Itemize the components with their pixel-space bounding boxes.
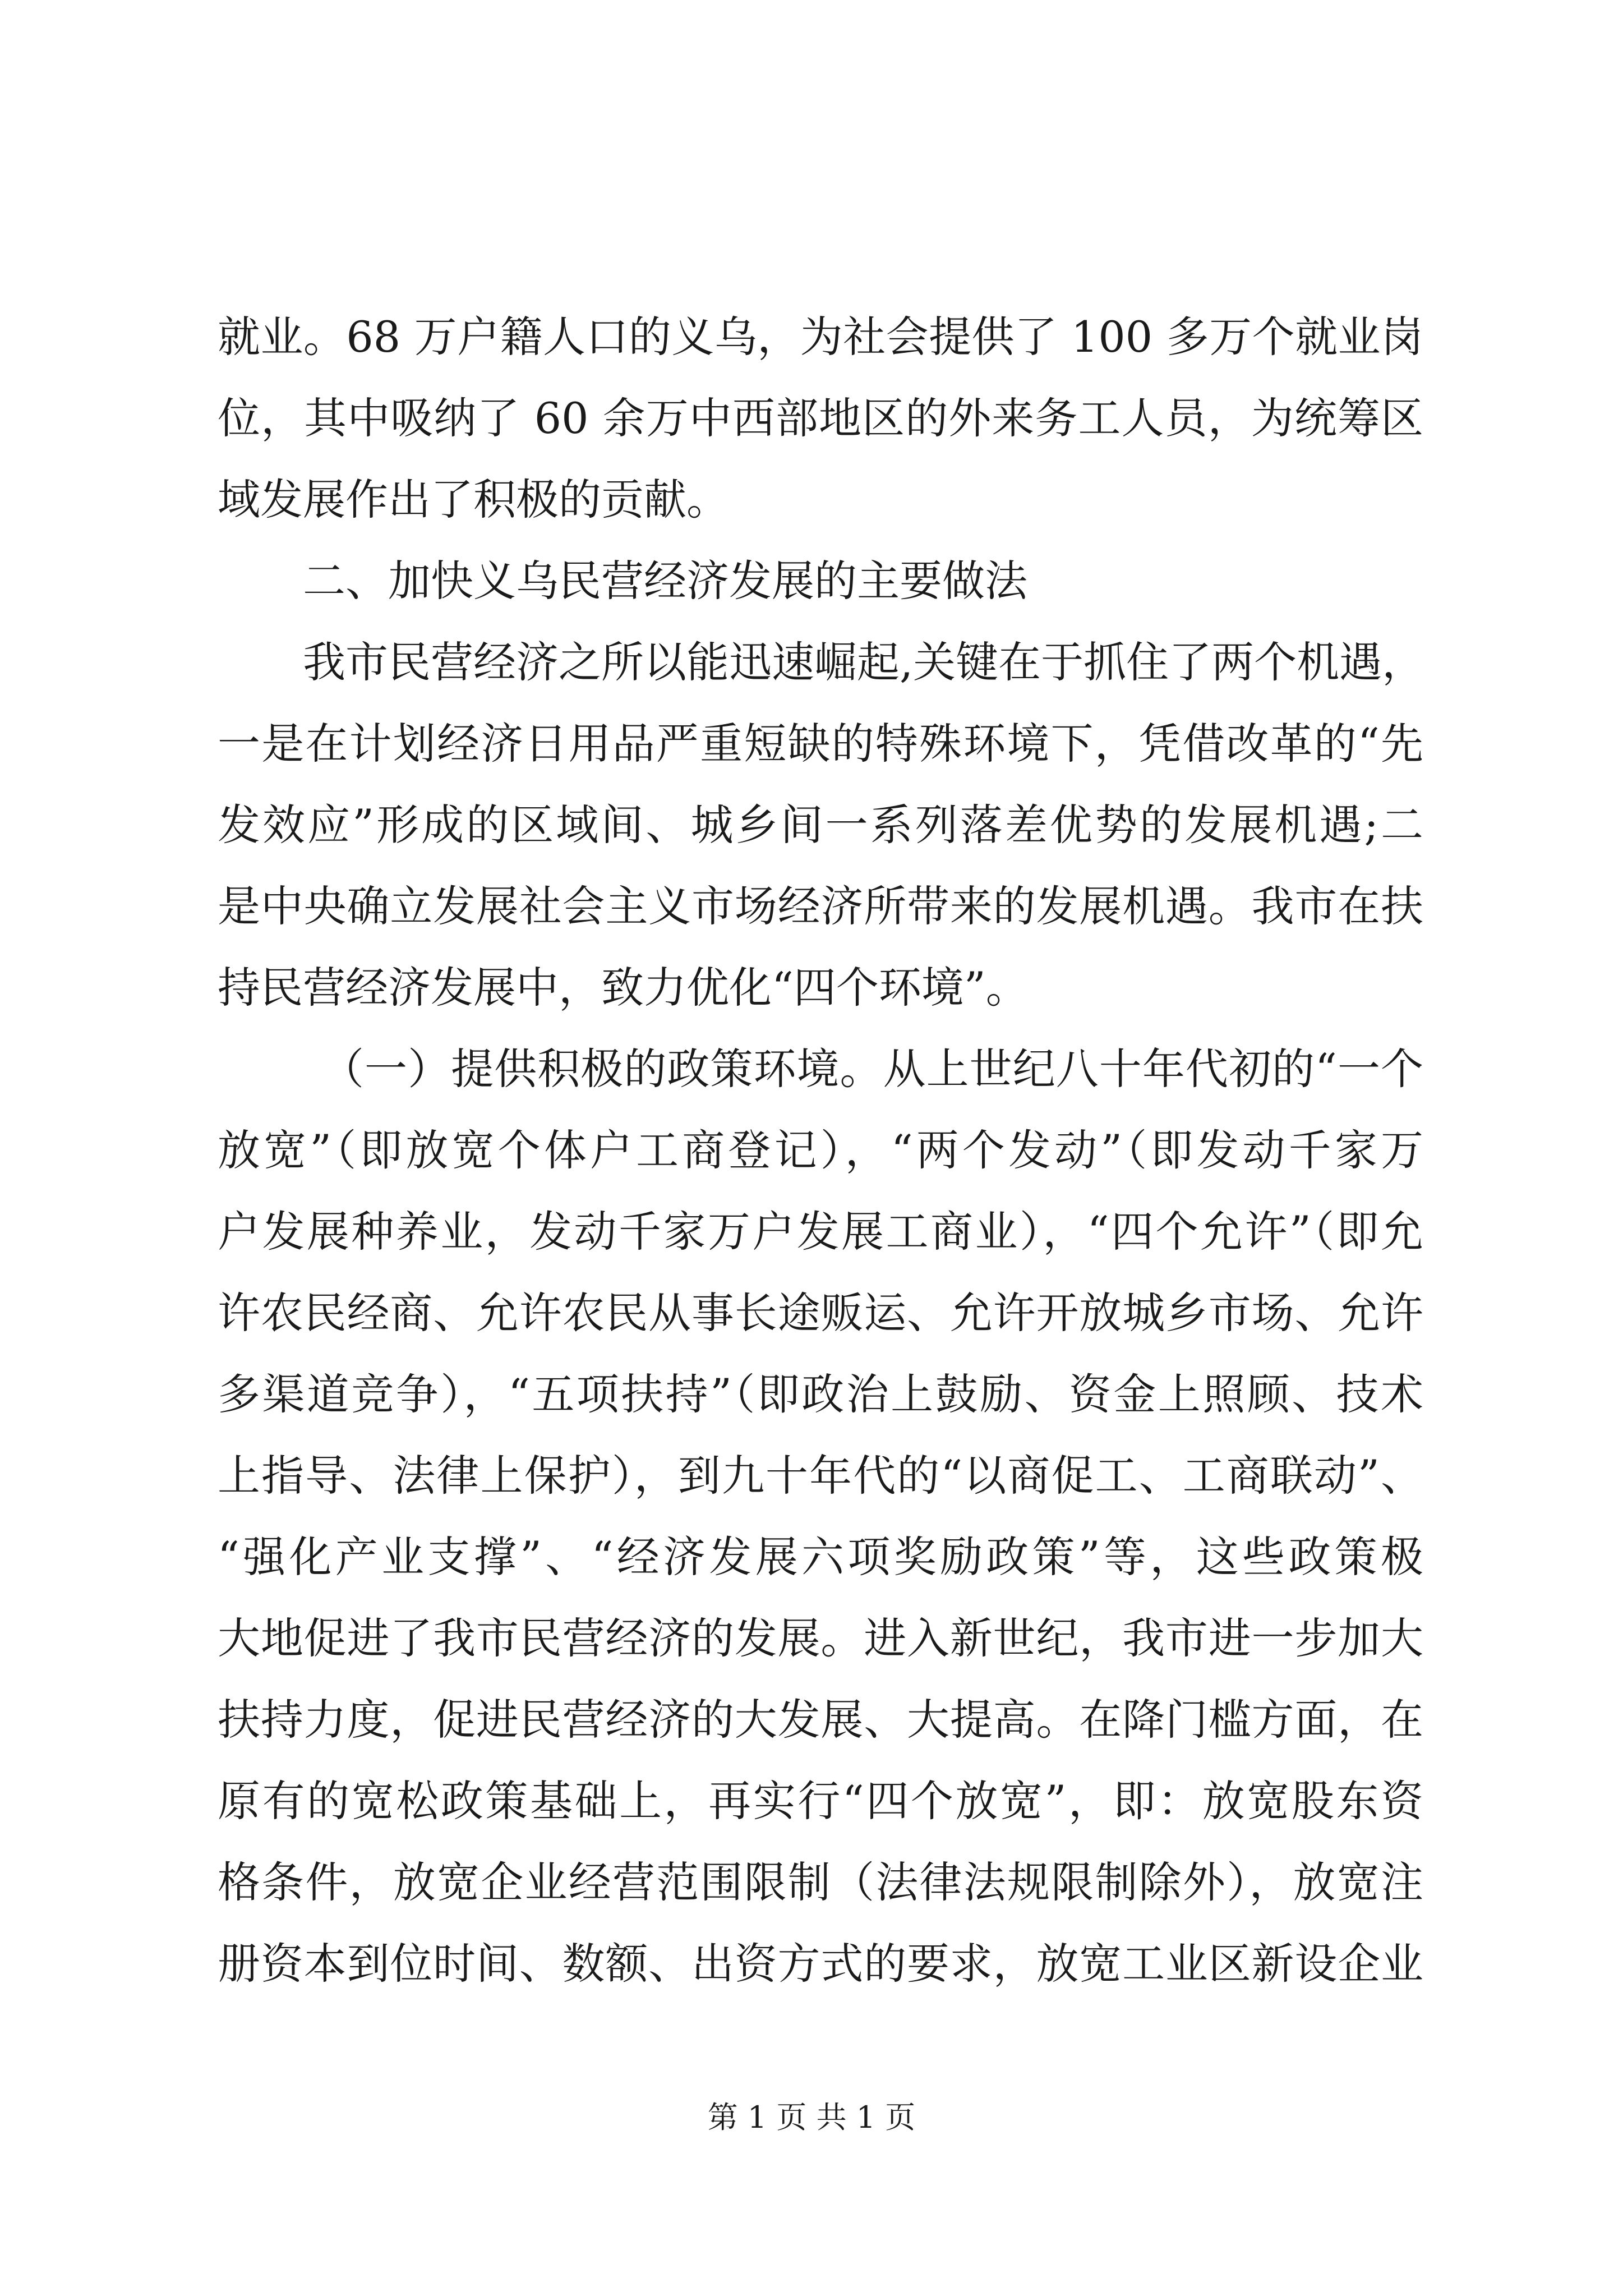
paragraph-line: 一是在计划经济日用品严重短缺的特殊环境下，凭借改革的“先 (218, 719, 1423, 769)
paragraph-line: 多渠道竞争），“五项扶持”（即政治上鼓励、资金上照顾、技术 (218, 1369, 1423, 1419)
paragraph-line: 上指导、法律上保护），到九十年代的“以商促工、工商联动”、 (218, 1451, 1423, 1501)
paragraph-line: 位，其中吸纳了 60 余万中西部地区的外来务工人员，为统筹区 (218, 393, 1423, 443)
paragraph-line: 册资本到位时间、数额、出资方式的要求，放宽工业区新设企业 (218, 1939, 1423, 1989)
paragraph-line: 原有的宽松政策基础上，再实行“四个放宽”，即：放宽股东资 (218, 1776, 1423, 1826)
document-body (218, 296, 1423, 2004)
paragraph-line: （一）提供积极的政策环境。从上世纪八十年代初的“一个 (321, 1044, 1423, 1094)
paragraph-line: 许农民经商、允许农民从事长途贩运、允许开放城乡市场、允许 (218, 1288, 1423, 1338)
paragraph-line: 我市民营经济之所以能迅速崛起,关键在于抓住了两个机遇， (303, 637, 1425, 687)
paragraph-line: 户发展种养业，发动千家万户发展工商业），“四个允许”（即允 (218, 1207, 1423, 1257)
paragraph-line: 放宽”（即放宽个体户工商登记），“两个发动”（即发动千家万 (218, 1125, 1423, 1175)
page-footer (0, 2095, 1623, 2140)
section-heading: 二、加快义乌民营经济发展的主要做法 (303, 556, 1027, 606)
page-number-label: 第 1 页 共 1 页 (707, 2100, 916, 2135)
paragraph-line: 发效应”形成的区域间、城乡间一系列落差优势的发展机遇;二 (218, 800, 1423, 850)
paragraph-line: 域发展作出了积极的贡献。 (218, 475, 729, 524)
paragraph-line: 持民营经济发展中，致力优化“四个环境”。 (218, 963, 1029, 1013)
paragraph-line: 就业。68 万户籍人口的义乌，为社会提供了 100 多万个就业岗 (218, 312, 1423, 362)
paragraph-line: 是中央确立发展社会主义市场经济所带来的发展机遇。我市在扶 (218, 881, 1423, 931)
paragraph-line: 格条件，放宽企业经营范围限制（法律法规限制除外），放宽注 (218, 1857, 1423, 1907)
paragraph-line: “强化产业支撑”、“经济发展六项奖励政策”等，这些政策极 (218, 1532, 1423, 1582)
paragraph-line: 扶持力度，促进民营经济的大发展、大提高。在降门槛方面，在 (218, 1695, 1423, 1745)
paragraph-line: 大地促进了我市民营经济的发展。进入新世纪，我市进一步加大 (218, 1613, 1423, 1663)
